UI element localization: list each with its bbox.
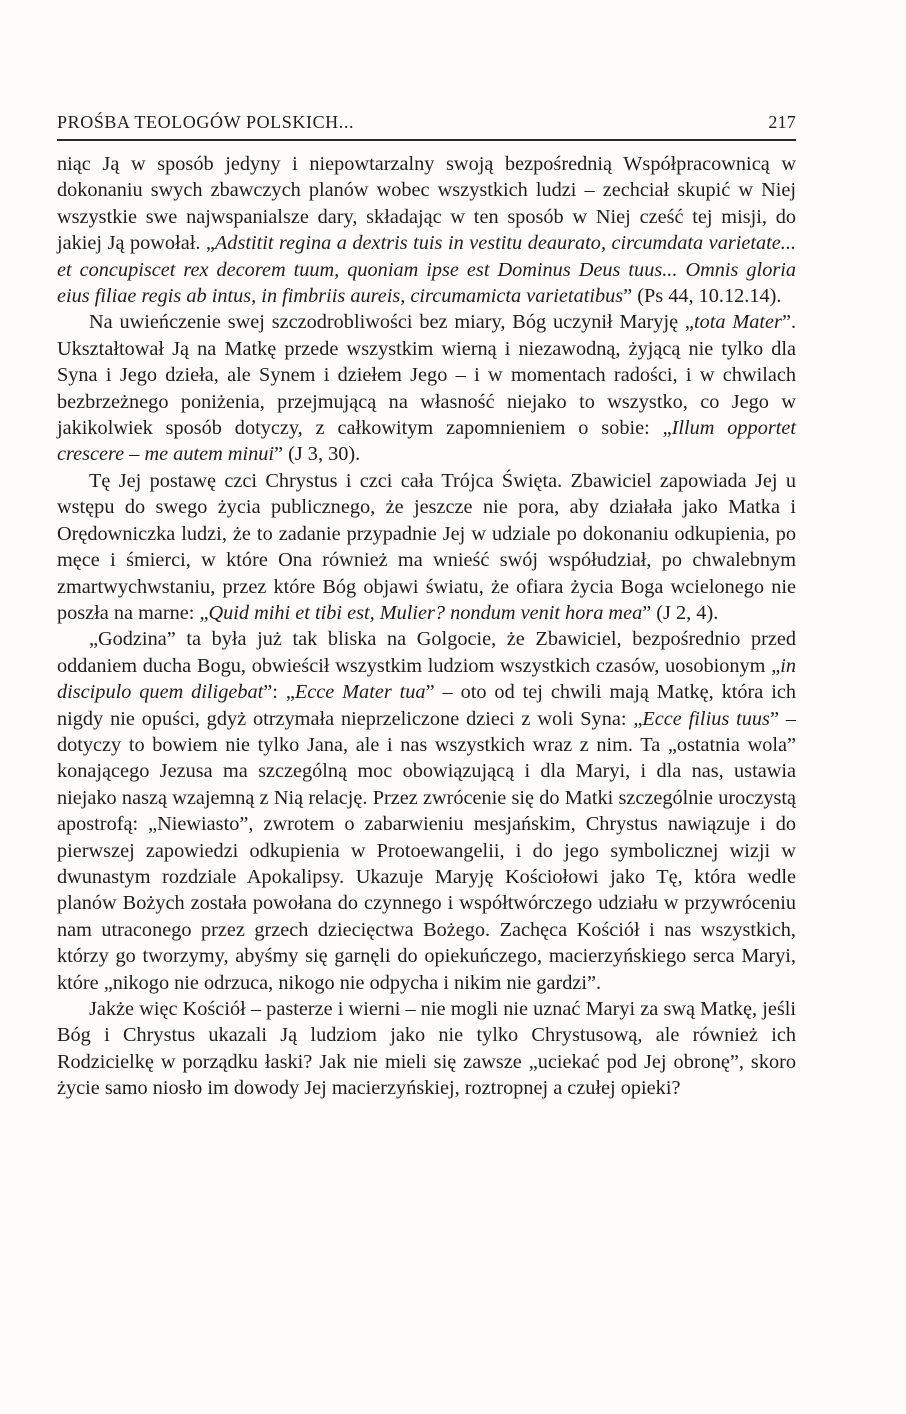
page-number: 217 bbox=[768, 112, 796, 132]
text-run: Jakże więc Kościół – pasterze i wierni – nie mogli nie uznać Maryi za swą Matkę, jeśli Bóg i Chrystus ukazali Ją ludziom jako nie tylko Chrystusową, ale również ich Rodzicielkę w porządku łaski? Jak nie mieli się zawsze „uciekać pod Jej obronę”, skoro życie samo niosło im dowody Jej macierzyńskiej, roztropnej a czułej opieki? bbox=[57, 998, 796, 1100]
text-run: ” (J 2, 4). bbox=[642, 601, 719, 624]
text-run: ” – dotyczy to bowiem nie tylko Jana, ale i nas wszystkich wraz z nim. Ta „ostatnia wola” konającego Jezusa ma szczególną moc obowiązującą i dla Maryi, i dla nas, ustawia niejako naszą wzajemną z Nią relację. Przez zwrócenie się do Matki szczególnie uroczystą apostrofą: „Niewiasto”, zwrotem o zabarwieniu mesjańskim, Chrystus nawiązuje i do pierwszej zapowiedzi odkupienia w Protoewangelii, i do jego symbolicznej wizji w dwunastym rozdziale Apokalipsy. Ukazuje Maryję Kościołowi jako Tę, która wedle planów Bożych została powołana do czynnego i współtwórczego udziału w przywróceniu nam utraconego przez grzech dziecięctwa Bożego. Zachęca Kościół i nas wszystkich, którzy go tworzymy, abyśmy się garnęli do opiekuńczego, macierzyńskiego serca Maryi, które „nikogo nie odrzuca, nikogo nie odpycha i nikim nie gardzi”. bbox=[57, 707, 796, 994]
paragraph-5 bbox=[57, 996, 796, 1102]
text-run: ” (Ps 44, 10.12.14). bbox=[623, 285, 782, 308]
paragraph-1 bbox=[57, 151, 796, 309]
text-run: Na uwieńczenie swej szczodrobliwości bez miary, Bóg uczynił Maryję „ bbox=[89, 311, 694, 334]
running-head bbox=[57, 112, 796, 141]
body-text bbox=[57, 151, 796, 1102]
latin-quote: tota Mater bbox=[693, 311, 782, 334]
text-run: ”: „ bbox=[263, 681, 295, 704]
latin-quote: Illum opportet crescere – me autem minui bbox=[57, 417, 796, 466]
text-run: ”. Ukształtował Ją na Matkę przede wszystkim wierną i niezawodną, żyjącą nie tylko dla Syna i Jego dzieła, ale Synem i dziełem Jego – i w momentach radości, i w chwilach bezbrzeżnego poniżenia, przejmującą na własność niejako to wszystko, co Jego w jakikolwiek sposób dotyczy, z całkowitym zapomnieniem o sobie: „ bbox=[57, 311, 797, 440]
latin-quote: Ecce Mater tua bbox=[294, 681, 426, 704]
latin-quote: in discipulo quem diligebat bbox=[57, 654, 796, 704]
paragraph-2 bbox=[57, 309, 796, 467]
text-run: ” (J 3, 30). bbox=[274, 443, 361, 466]
text-run: „Godzina” ta była już tak bliska na Golgocie, że Zbawiciel, bezpośrednio przed oddaniem ducha Bogu, obwieścił wszystkim ludziom wszystkich czasów, uosobionym „ bbox=[57, 628, 796, 677]
page bbox=[57, 112, 796, 1102]
paragraph-3 bbox=[57, 468, 796, 626]
latin-quote: Quid mihi et tibi est, Mulier? nondum venit hora mea bbox=[208, 601, 643, 624]
text-run: ” – oto od tej chwili mają Matkę, która ich nigdy nie opuści, gdyż otrzymała nieprzeliczone dzieci z woli Syna: „ bbox=[57, 681, 796, 730]
text-run: niąc Ją w sposób jedyny i niepowtarzalny swoją bezpośrednią Współpracownicą w dokonaniu swych zbawczych planów wobec wszystkich ludzi – zechciał skupić w Niej wszystkie swe najwspanialsze dary, składając w ten sposób w Niej cześć tej misji, do jakiej Ją powołał. „ bbox=[57, 153, 796, 255]
latin-quote: Adstitit regina a dextris tuis in vestitu deaurato, circumdata varietate... et concupiscet rex decorem tuum, quoniam ipse est Dominus Deus tuus... Omnis gloria eius filiae regis ab intus, in fimbriis aureis, circumamicta varietatibus bbox=[57, 232, 796, 308]
latin-quote: Ecce filius tuus bbox=[642, 707, 770, 730]
paragraph-4 bbox=[57, 626, 796, 996]
text-run: Tę Jej postawę czci Chrystus i czci cała Trójca Święta. Zbawiciel zapowiada Jej u wstępu do swego życia publicznego, że jeszcze nie pora, aby działała jako Matka i Orędowniczka ludzi, że to zadanie przypadnie Jej w udziale po dokonaniu odkupienia, po męce i śmierci, w które Ona również ma wnieść swój współudział, po chwalebnym zmartwychwstaniu, przez które Bóg objawi światu, że ofiara życia Boga wcielonego nie poszła na marne: „ bbox=[57, 469, 796, 624]
running-title: PROŚBA TEOLOGÓW POLSKICH... bbox=[57, 112, 355, 132]
